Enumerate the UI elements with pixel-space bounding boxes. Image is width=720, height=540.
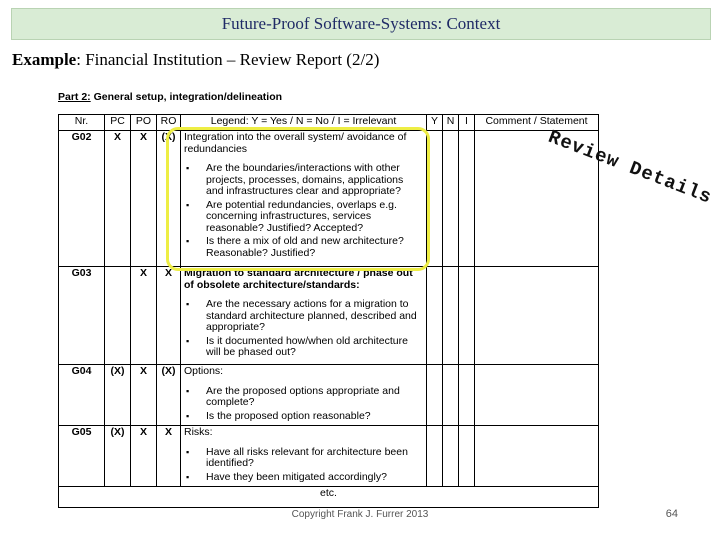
row-pc — [105, 267, 131, 365]
row-topic — [181, 365, 427, 426]
row-ro: (X) — [157, 365, 181, 426]
topic-title: Options: — [184, 365, 224, 377]
copyright-text: Copyright Frank J. Furrer 2013 — [291, 509, 429, 520]
row-po: X — [131, 267, 157, 365]
row-nr: G03 — [59, 267, 105, 365]
page-number: 64 — [665, 508, 678, 520]
slide-title: Future-Proof Software-Systems: Context — [11, 8, 711, 40]
cell-comment[interactable] — [475, 426, 599, 487]
etc-cell: etc. — [59, 487, 599, 508]
topic-title: Integration into the overall system/ avoidance of redundancies — [184, 131, 407, 155]
cell-n[interactable] — [443, 426, 459, 487]
question-list — [184, 299, 423, 359]
header-ro: RO — [157, 115, 181, 131]
cell-y[interactable] — [427, 267, 443, 365]
part-label: Part 2: — [58, 91, 91, 103]
highlight-outline — [166, 127, 430, 271]
question-item: ▪ Have they been mitigated accordingly? — [184, 472, 423, 484]
question-item: ▪ Are the boundaries/interactions with other projects, processes, domains, applications and infrastructures clear and appropriate? — [184, 163, 423, 198]
header-pc: PC — [105, 115, 131, 131]
question-item: ▪ Is it documented how/when old architecture will be phased out? — [184, 336, 423, 359]
row-topic — [181, 267, 427, 365]
topic-title: Migration to standard architecture / phase out of obsolete architecture/standards: — [184, 267, 413, 291]
header-po: PO — [131, 115, 157, 131]
header-legend: Legend: Y = Yes / N = No / I = Irrelevant — [181, 115, 427, 131]
question-list — [184, 386, 423, 423]
review-details-stamp: Review Details — [545, 126, 716, 209]
row-nr: G02 — [59, 131, 105, 267]
header-n: N — [443, 115, 459, 131]
example-label: Example — [12, 50, 77, 69]
row-nr: G05 — [59, 426, 105, 487]
header-y: Y — [427, 115, 443, 131]
row-po: X — [131, 365, 157, 426]
header-nr: Nr. — [59, 115, 105, 131]
row-ro: X — [157, 426, 181, 487]
cell-n[interactable] — [443, 131, 459, 267]
example-text: : Financial Institution – Review Report (2/2) — [76, 50, 380, 69]
row-pc: X — [105, 131, 131, 267]
table-row — [59, 365, 599, 426]
part-heading — [58, 91, 282, 103]
topic-title: Risks: — [184, 426, 213, 438]
row-nr: G04 — [59, 365, 105, 426]
cell-i[interactable] — [459, 365, 475, 426]
row-pc: (X) — [105, 426, 131, 487]
table-row — [59, 267, 599, 365]
example-line — [12, 50, 379, 70]
cell-y[interactable] — [427, 426, 443, 487]
cell-comment[interactable] — [475, 267, 599, 365]
header-i: I — [459, 115, 475, 131]
cell-n[interactable] — [443, 365, 459, 426]
cell-i[interactable] — [459, 131, 475, 267]
cell-i[interactable] — [459, 426, 475, 487]
question-item: ▪ Are potential redundancies, overlaps e.g. concerning infrastructures, services reasonable? Justified? Accepted? — [184, 200, 423, 235]
row-po: X — [131, 426, 157, 487]
question-item: ▪ Are the necessary actions for a migration to standard architecture planned, described and appropriate? — [184, 299, 423, 334]
part-text: General setup, integration/delineation — [90, 91, 283, 103]
row-ro: (X) — [157, 131, 181, 267]
question-item: ▪ Have all risks relevant for architecture been identified? — [184, 447, 423, 470]
row-ro: X — [157, 267, 181, 365]
header-comment: Comment / Statement — [475, 115, 599, 131]
row-topic — [181, 426, 427, 487]
cell-n[interactable] — [443, 267, 459, 365]
question-list — [184, 447, 423, 484]
question-item: ▪ Is there a mix of old and new architecture? Reasonable? Justified? — [184, 236, 423, 259]
row-po: X — [131, 131, 157, 267]
question-item: ▪ Is the proposed option reasonable? — [184, 411, 423, 423]
cell-i[interactable] — [459, 267, 475, 365]
cell-y[interactable] — [427, 365, 443, 426]
question-item: ▪ Are the proposed options appropriate and complete? — [184, 386, 423, 409]
cell-comment[interactable] — [475, 365, 599, 426]
etc-row — [59, 487, 599, 508]
row-pc: (X) — [105, 365, 131, 426]
table-row — [59, 426, 599, 487]
